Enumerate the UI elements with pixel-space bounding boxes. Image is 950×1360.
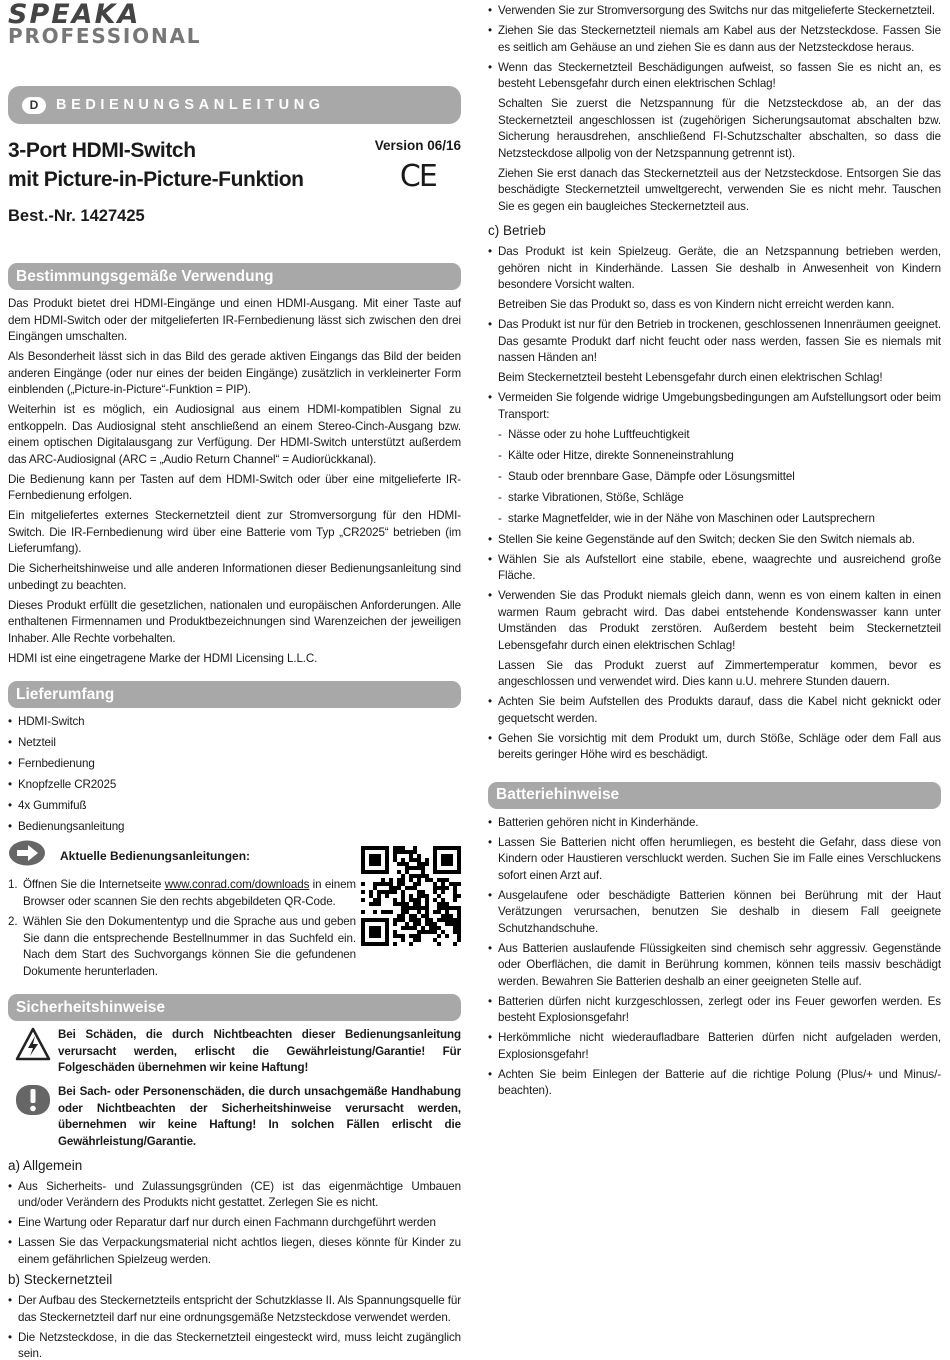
list-item: • Netzteil [8, 735, 461, 752]
intended-use-body [8, 296, 461, 667]
list-item: • Knopfzelle CR2025 [8, 777, 461, 794]
warning-text: Bei Schäden, die durch Nichtbeachten dieser Bedienungsanleitung verursacht werden, erlischt die Gewährleistung/Garantie! Für Folgeschäden übernehmen wir keine Haftung! [58, 1028, 461, 1074]
version-label: Version 06/16 [374, 138, 461, 153]
sub-paragraph: Lassen Sie das Produkt zuerst auf Zimmertemperatur kommen, bevor es angeschlossen und verwendet wird. Dies kann u.U. mehrere Stunden dauern. [498, 658, 941, 688]
section-heading-intended-use: Bestimmungsgemäße Verwendung [8, 263, 461, 290]
section-heading-batteries: Batteriehinweise [488, 782, 941, 809]
step-2 [8, 914, 356, 980]
list-item: • Ausgelaufene oder beschädigte Batterien können bei Berührung mit der Haut Verätzungen verursachen, benutzen Sie deshalb in diesem Fall geeignete Schutzhandschuhe. [488, 888, 941, 938]
sub-paragraph: Ziehen Sie erst danach das Steckernetzteil aus der Netzsteckdose. Entsorgen Sie das beschädigte Steckernetzteil umweltgerecht, verwenden Sie es nicht mehr. Tauschen Sie es gegen ein baugleiches Steckernetzteil aus. [498, 166, 941, 213]
language-badge: D [22, 97, 46, 114]
list-item: • Vermeiden Sie folgende widrige Umgebungsbedingungen am Aufstellungsort oder beim Transport: [488, 390, 941, 423]
current-manuals-label: Aktuelle Bedienungsanleitungen: [60, 848, 251, 863]
order-number: Best.-Nr. 1427425 [8, 207, 145, 225]
step-number: 1. [8, 878, 18, 891]
brand-logo [8, 0, 461, 46]
list-item: • Stellen Sie keine Gegenstände auf den Switch; decken Sie den Switch niemals ab. [488, 532, 941, 549]
list-item: • Batterien gehören nicht in Kinderhände. [488, 815, 941, 832]
list-item: • Achten Sie beim Einlegen der Batterie auf die richtige Polung (Plus/+ und Minus/- beachten). [488, 1067, 941, 1100]
exclamation-icon [8, 1084, 58, 1154]
downloads-link[interactable]: www.conrad.com/downloads [164, 878, 310, 891]
title-row [8, 136, 461, 226]
paragraph: Das Produkt bietet drei HDMI-Eingänge und einen HDMI-Ausgang. Mit einer Taste auf dem HDMI-Switch oder der mitgelieferten IR-Fernbedienung lässt sich zwischen den drei Eingängen umschalten. [8, 297, 461, 343]
list-item: • Lassen Sie das Verpackungsmaterial nicht achtlos liegen, dieses könnte für Kinder zu einem gefährlichen Spielzeug werden. [8, 1235, 461, 1268]
product-title-line1: 3-Port HDMI-Switch [8, 139, 196, 162]
subsection-heading-psu: b) Steckernetzteil [8, 1272, 113, 1287]
qr-code[interactable] [361, 846, 461, 946]
warning-block-electric [8, 1027, 461, 1080]
section-heading-safety: Sicherheitshinweise [8, 994, 461, 1021]
list-item: • Bedienungsanleitung [8, 819, 461, 836]
sub-paragraph: Schalten Sie zuerst die Netzspannung für die Netzsteckdose ab, an der das Steckernetzteil angeschlossen ist (zugehörigen Sicherungsautomat abschalten bzw. Sicherung herausdrehen, anschließend FI-Schutzschalter abschalten, so dass die Netzsteckdose allpolig von der Netzspannung getrennt ist). [498, 97, 941, 160]
dash-item: - Kälte oder Hitze, direkte Sonneneinstrahlung [488, 448, 941, 465]
electric-hazard-icon [8, 1027, 58, 1080]
paragraph: Als Besonderheit lässt sich in das Bild des gerade aktiven Eingangs das Bild der beiden anderen Eingänge (oder nur eines der beiden Eingänge) zusätzlich in verkleinerter Form einblenden („Picture-in-Picture“-Funktion = PIP). [8, 350, 461, 396]
scope-list [8, 714, 461, 836]
left-column [8, 0, 461, 1360]
warning-text: Bei Sach- oder Personenschäden, die durch unsachgemäße Handhabung oder Nichtbeachten der Sicherheitshinweise verursacht werden, übernehmen wir keine Haftung! In solchen Fällen erlischt die Gewährleistung/Garantie. [58, 1085, 461, 1148]
list-item: • Eine Wartung oder Reparatur darf nur durch einen Fachmann durchgeführt werden [8, 1215, 461, 1232]
dash-item: - Staub oder brennbare Gase, Dämpfe oder Lösungsmittel [488, 469, 941, 486]
step-text: Öffnen Sie die Internetseite [23, 878, 165, 891]
list-item: • Gehen Sie vorsichtig mit dem Produkt um, durch Stöße, Schläge oder dem Fall aus bereits geringer Höhe wird es beschädigt. [488, 731, 941, 764]
dash-item: - starke Magnetfelder, wie in der Nähe von Maschinen oder Lautsprechern [488, 511, 941, 528]
sub-paragraph: Betreiben Sie das Produkt so, dass es von Kindern nicht erreicht werden kann. [498, 298, 895, 311]
step-1 [8, 877, 356, 910]
list-item: • Aus Sicherheits- und Zulassungsgründen (CE) ist das eigenmächtige Umbauen und/oder Verändern des Produkts nicht gestattet. Zerlegen Sie es nicht. [8, 1179, 461, 1212]
list-item: • Batterien dürfen nicht kurzgeschlossen, zerlegt oder ins Feuer geworfen werden. Es besteht Explosionsgefahr! [488, 994, 941, 1027]
subsection-heading-operation: c) Betrieb [488, 223, 546, 238]
paragraph: HDMI ist eine eingetragene Marke der HDMI Licensing L.L.C. [8, 651, 318, 665]
list-item: • Herkömmliche nicht wiederaufladbare Batterien dürfen nicht aufgeladen werden, Explosionsgefahr! [488, 1030, 941, 1063]
brand-logo-line1: SPEAKA [8, 0, 141, 30]
list-item: • Die Netzsteckdose, in die das Steckernetzteil eingesteckt wird, muss leicht zugänglich sein. [8, 1330, 461, 1360]
list-item: • Fernbedienung [8, 756, 461, 773]
list-item: • Achten Sie beim Aufstellen des Produkts darauf, dass die Kabel nicht geknickt oder gequetscht werden. [488, 694, 941, 727]
paragraph: Dieses Produkt erfüllt die gesetzlichen, nationalen und europäischen Anforderungen. Alle enthaltenen Firmennamen und Produktbezeichnungen sind Warenzeichen der jeweiligen Inhaber. Alle Rechte vorbehalten. [8, 598, 461, 645]
paragraph: Die Sicherheitshinweise und alle anderen Informationen dieser Bedienungsanleitung sind unbedingt zu beachten. [8, 562, 461, 592]
dash-item: - Nässe oder zu hohe Luftfeuchtigkeit [488, 427, 941, 444]
step-number: 2. [8, 915, 18, 928]
list-item: • Verwenden Sie das Produkt niemals gleich dann, wenn es von einem kalten in einen warmen Raum gebracht wird. Das dabei entstehende Kondenswasser kann unter Umständen das Produkt zerstören. Außerdem besteht beim Steckernetzteil Lebensgefahr durch einen elektrischen Schlag! [488, 588, 941, 654]
sub-paragraph: Beim Steckernetzteil besteht Lebensgefahr durch einen elektrischen Schlag! [498, 371, 883, 384]
list-item: • Aus Batterien auslaufende Flüssigkeiten sind chemisch sehr aggressiv. Gegenstände oder Oberflächen, die damit in Berührung kommen, können teils massiv beschädigt werden. Bewahren Sie Batterien deshalb an einer geeigneten Stelle auf. [488, 941, 941, 991]
brand-logo-line2: PROFESSIONAL [8, 24, 202, 48]
list-item: • Das Produkt ist nur für den Betrieb in trockenen, geschlossenen Innenräumen geeignet. Das gesamte Produkt darf nicht feucht oder nass werden, fassen Sie es niemals mit nassen Händen an! [488, 317, 941, 367]
dash-item: - starke Vibrationen, Stöße, Schläge [488, 490, 941, 507]
list-item: • Wenn das Steckernetzteil Beschädigungen aufweist, so fassen Sie es nicht an, es besteht Lebensgefahr durch einen elektrischen Schlag! [488, 60, 941, 93]
list-item: • Ziehen Sie das Steckernetzteil niemals am Kabel aus der Netzsteckdose. Fassen Sie es seitlich am Gehäuse an und ziehen Sie es dann aus der Netzsteckdose heraus. [488, 23, 941, 56]
manual-label: BEDIENUNGSANLEITUNG [56, 97, 325, 113]
warning-block-general [8, 1084, 461, 1154]
right-column [488, 3, 941, 1103]
subsection-heading-general: a) Allgemein [8, 1157, 83, 1173]
arrow-right-icon [8, 840, 46, 871]
paragraph: Ein mitgeliefertes externes Steckernetzteil dient zur Stromversorgung für den HDMI-Switch. Die IR-Fernbedienung wird über eine Batterie vom Typ „CR2025“ betrieben (im Lieferumfang). [8, 509, 461, 555]
step-text: in einem Browser oder scannen Sie den rechts abgebildeten QR-Code. [23, 878, 356, 908]
paragraph: Weiterhin ist es möglich, ein Audiosignal aus einem HDMI-kompatiblen Signal zu entkoppeln. Das Audiosignal steht anschließend an einem Stereo-Cinch-Ausgang bzw. einem optischen Digitalausgang zur Verfügung. Der HDMI-Switch unterstützt außerdem das ARC-Audiosignal (ARC = „Audio Return Channel“ = Audiorückkanal). [8, 403, 461, 466]
list-item: • HDMI-Switch [8, 714, 461, 731]
list-item: • 4x Gummifuß [8, 798, 461, 815]
list-item: • Wählen Sie als Aufstellort eine stabile, ebene, waagrechte und ausreichend große Fläche. [488, 552, 941, 585]
manual-banner [8, 86, 461, 124]
list-item: • Lassen Sie Batterien nicht offen herumliegen, es besteht die Gefahr, dass diese von Kindern oder Haustieren verschluckt werden. Suchen Sie im Falle eines Verschluckens sofort einen Arzt auf. [488, 835, 941, 885]
list-item: • Verwenden Sie zur Stromversorgung des Switchs nur das mitgelieferte Steckernetzteil. [488, 3, 941, 20]
section-heading-scope: Lieferumfang [8, 681, 461, 708]
manual-download-block [8, 840, 461, 980]
step-text: Wählen Sie den Dokumententyp und die Sprache aus und geben Sie dann die entsprechende Bestellnummer in das Suchfeld ein. Nach dem Start des Suchvorgangs können Sie die gefundenen Dokumente herunterladen. [23, 915, 356, 978]
ce-mark: CE [399, 159, 436, 194]
product-title-line2: mit Picture-in-Picture-Funktion [8, 168, 304, 191]
list-item: • Das Produkt ist kein Spielzeug. Geräte, die an Netzspannung betrieben werden, gehören nicht in Kinderhände. Lassen Sie deshalb in Anwesenheit von Kindern besondere Vorsicht walten. [488, 244, 941, 294]
list-item: • Der Aufbau des Steckernetzteils entspricht der Schutzklasse II. Als Spannungsquelle für das Steckernetzteil darf nur eine ordnungsgemäße Netzsteckdose verwendet werden. [8, 1293, 461, 1326]
paragraph: Die Bedienung kann per Tasten auf dem HDMI-Switch oder über eine mitgelieferte IR-Fernbedienung erfolgen. [8, 472, 461, 502]
